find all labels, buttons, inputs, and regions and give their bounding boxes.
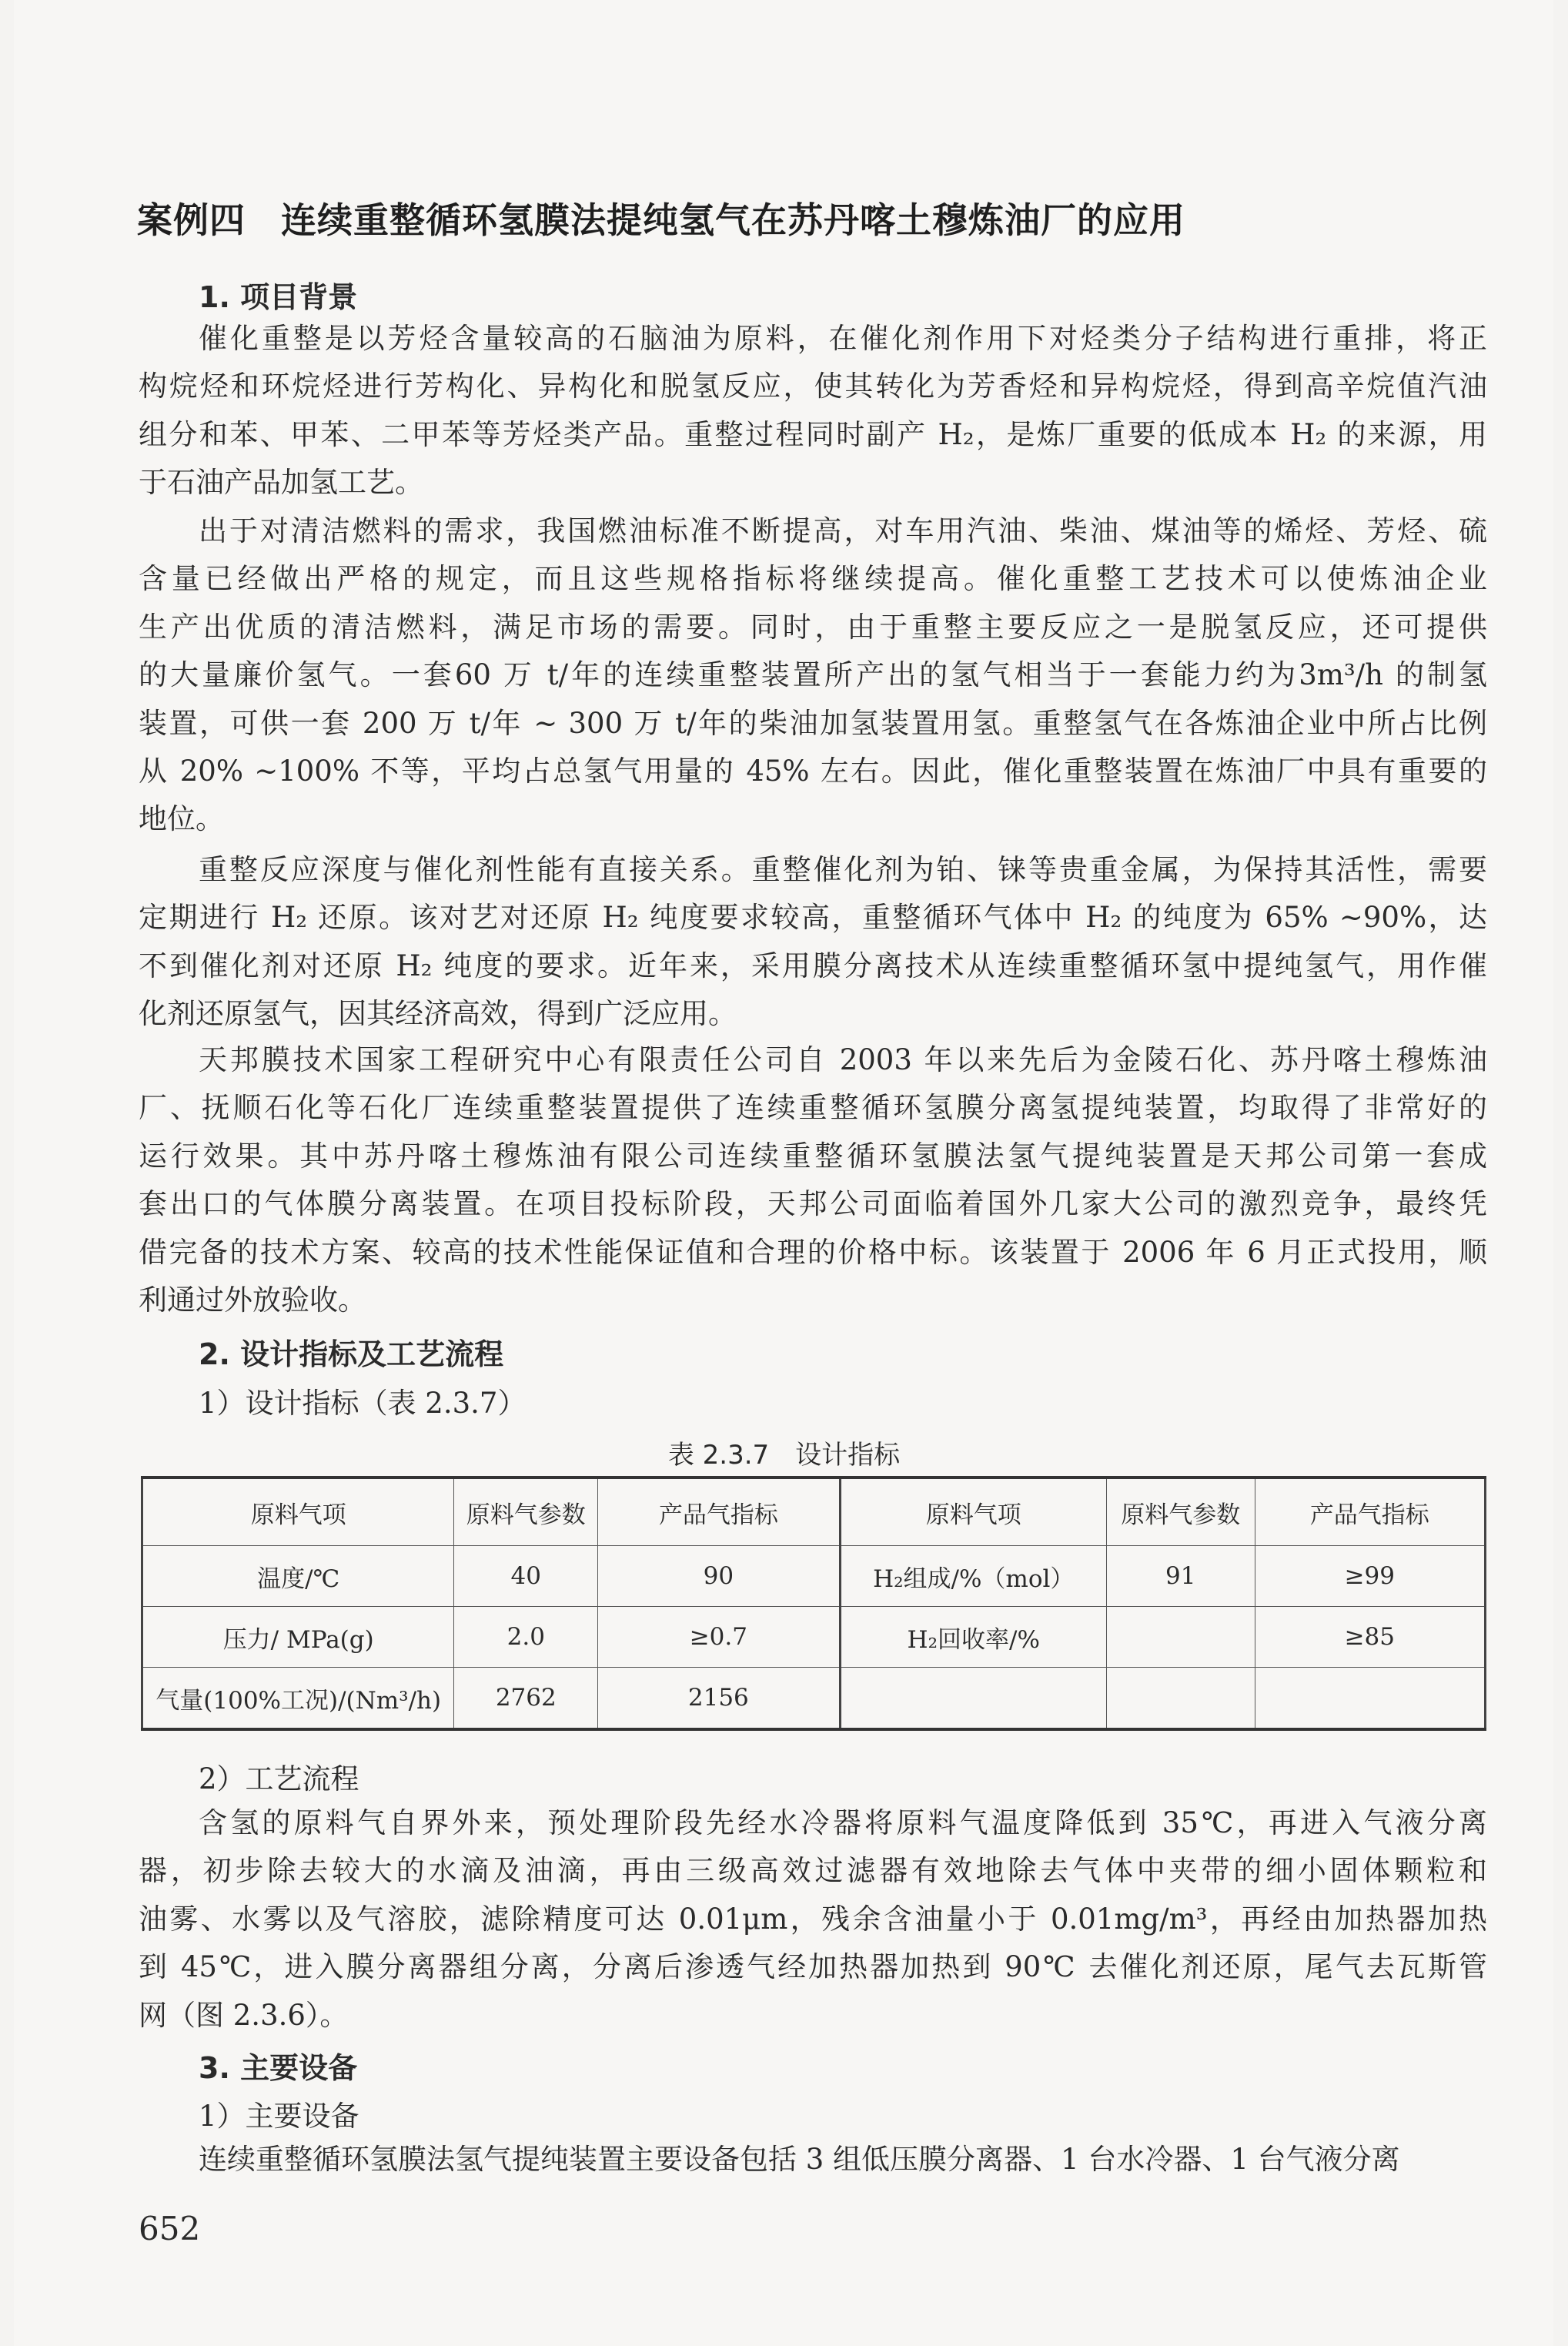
text-line: 定期进行 H₂ 还原。该对艺对还原 H₂ 纯度要求较高，重整循环气体中 H₂ 的纯度为 65% ~90%，达 [139,901,1487,935]
text-line: 装置，可供一套 200 万 t/年 ~ 300 万 t/年的柴油加氢装置用氢。重整氢气在各炼油企业中所占比例 [139,706,1487,740]
text-line: 不到催化剂对还原 H₂ 纯度的要求。近年来，采用膜分离技术从连续重整循环氢中提纯氢气，用作催 [139,949,1487,982]
section-heading: 1. 项目背景 [199,280,358,314]
section-heading: 2. 设计指标及工艺流程 [199,1337,504,1371]
table-cell: 温度/℃ [142,1546,454,1607]
text-line: 构烷烃和环烷烃进行芳构化、异构化和脱氢反应，使其转化为芳香烃和异构烷烃，得到高辛烷值汽油 [139,370,1487,403]
table-cell: ≥99 [1255,1546,1485,1607]
column-header: 原料气项 [142,1478,454,1546]
text-line: 厂、抚顺石化等石化厂连续重整装置提供了连续重整循环氢膜分离氢提纯装置，均取得了非常好的 [139,1091,1487,1125]
text-line: 到 45℃，进入膜分离器组分离，分离后渗透气经加热器加热到 90℃ 去催化剂还原，尾气去瓦斯管 [139,1950,1487,1984]
table-cell [840,1668,1106,1730]
table-cell [1106,1607,1255,1668]
section-heading: 3. 主要设备 [199,2051,358,2085]
table-cell: 气量(100%工况)/(Nm³/h) [142,1668,454,1730]
column-header: 原料气项 [840,1478,1106,1546]
table-cell [1255,1668,1485,1730]
text-line: 从 20% ~100% 不等，平均占总氢气用量的 45% 左右。因此，催化重整装置在炼油厂中具有重要的 [139,755,1487,788]
text-line: 于石油产品加氢工艺。 [139,466,423,500]
subsection-heading: 2）工艺流程 [199,1762,359,1795]
subsection-heading: 1）设计指标（表 2.3.7） [199,1387,527,1420]
table-cell: 2762 [454,1668,598,1730]
text-line: 利通过外放验收。 [139,1283,366,1317]
text-line: 油雾、水雾以及气溶胶，滤除精度可达 0.01μm，残余含油量小于 0.01mg/m³，再经由加热器加热 [139,1902,1487,1936]
table-row [142,1668,1486,1730]
text-line: 出于对清洁燃料的需求，我国燃油标准不断提高，对车用汽油、柴油、煤油等的烯烃、芳烃、硫 [199,514,1487,547]
text-line: 生产出优质的清洁燃料，满足市场的需要。同时，由于重整主要反应之一是脱氢反应，还可提供 [139,610,1487,644]
case-label: 案例四 [137,199,246,241]
text-line: 重整反应深度与催化剂性能有直接关系。重整催化剂为铂、铼等贵重金属，为保持其活性，需要 [199,853,1487,886]
table-cell: 40 [454,1546,598,1607]
text-line: 地位。 [139,802,224,836]
table-cell: ≥0.7 [598,1607,840,1668]
text-line: 含量已经做出严格的规定，而且这些规格指标将继续提高。催化重整工艺技术可以使炼油企业 [139,562,1487,596]
text-line: 天邦膜技术国家工程研究中心有限责任公司自 2003 年以来先后为金陵石化、苏丹喀土穆炼油 [199,1043,1487,1076]
table-cell [1106,1668,1255,1730]
text-line: 化剂还原氢气，因其经济高效，得到广泛应用。 [139,997,737,1031]
table-cell: 压力/ MPa(g) [142,1607,454,1668]
text-line: 套出口的气体膜分离装置。在项目投标阶段，天邦公司面临着国外几家大公司的激烈竞争，最终凭 [139,1187,1487,1221]
column-header: 产品气指标 [1255,1478,1485,1546]
text-line: 含氢的原料气自界外来，预处理阶段先经水冷器将原料气温度降低到 35℃，再进入气液分离 [199,1806,1487,1839]
text-line: 借完备的技术方案、较高的技术性能保证值和合理的价格中标。该装置于 2006 年 6 月正式投用，顺 [139,1235,1487,1269]
table-header-row [142,1478,1486,1546]
table-cell: 91 [1106,1546,1255,1607]
subsection-heading: 1）主要设备 [199,2100,359,2133]
text-line: 网（图 2.3.6）。 [139,1998,349,2032]
text-line: 的大量廉价氢气。一套60 万 t/年的连续重整装置所产出的氢气相当于一套能力约为3m³/h 的制氢 [139,658,1487,692]
design-spec-table [141,1476,1486,1731]
table-caption: 表 2.3.7 设计指标 [667,1440,901,1471]
table-row [142,1546,1486,1607]
text-line: 连续重整循环氢膜法氢气提纯装置主要设备包括 3 组低压膜分离器、1 台水冷器、1 台气液分离 [199,2143,1400,2176]
table-cell: H₂回收率/% [840,1607,1106,1668]
text-line: 器，初步除去较大的水滴及油滴，再由三级高效过滤器有效地除去气体中夹带的细小固体颗粒和 [139,1854,1487,1888]
table-cell: ≥85 [1255,1607,1485,1668]
column-header: 产品气指标 [598,1478,840,1546]
table-cell: 90 [598,1546,840,1607]
column-header: 原料气参数 [1106,1478,1255,1546]
case-title-text: 连续重整循环氢膜法提纯氢气在苏丹喀土穆炼油厂的应用 [281,199,1185,241]
text-line: 组分和苯、甲苯、二甲苯等芳烃类产品。重整过程同时副产 H₂，是炼厂重要的低成本 H₂ 的来源，用 [139,417,1487,451]
text-line: 催化重整是以芳烃含量较高的石脑油为原料，在催化剂作用下对烃类分子结构进行重排，将正 [199,322,1487,355]
table-cell: H₂组成/%（mol） [840,1546,1106,1607]
table-row [142,1607,1486,1668]
table-cell: 2156 [598,1668,840,1730]
case-title [137,192,1185,243]
table-cell: 2.0 [454,1607,598,1668]
page-number: 652 [139,2210,201,2247]
text-line: 运行效果。其中苏丹喀土穆炼油有限公司连续重整循环氢膜法氢气提纯装置是天邦公司第一套成 [139,1139,1487,1173]
column-header: 原料气参数 [454,1478,598,1546]
